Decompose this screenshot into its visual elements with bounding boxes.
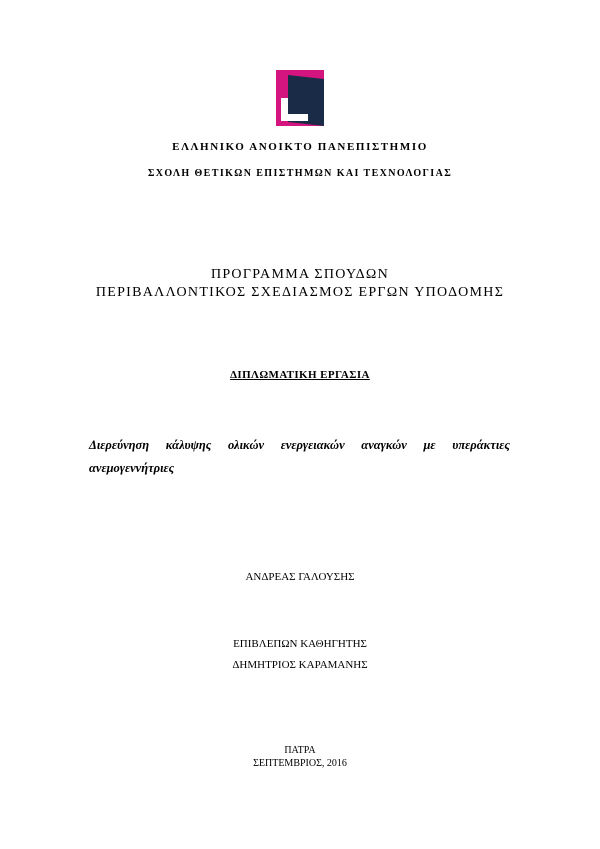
author-name: ΑΝΔΡΕΑΣ ΓΑΛΟΥΣΗΣ xyxy=(245,571,355,583)
school-name: ΣΧΟΛΗ ΘΕΤΙΚΩΝ ΕΠΙΣΤΗΜΩΝ ΚΑΙ ΤΕΧΝΟΛΟΓΙΑΣ xyxy=(147,168,453,179)
supervisor-name: ΔΗΜΗΤΡΙΟΣ ΚΑΡΑΜΑΝΗΣ xyxy=(232,659,368,671)
program-name: ΠΕΡΙΒΑΛΛΟΝΤΙΚΟΣ ΣΧΕΔΙΑΣΜΟΣ ΕΡΓΩΝ ΥΠΟΔΟΜΗΣ xyxy=(95,285,505,300)
university-logo-icon xyxy=(276,70,326,128)
thesis-title: Διερεύνηση κάλυψης ολικών ενεργειακών αναγκών με υπεράκτιες ανεμογεννήτριες xyxy=(89,438,510,475)
date: ΣΕΠΤΕΜΒΡΙΟΣ, 2016 xyxy=(253,758,347,769)
place: ΠΑΤΡΑ xyxy=(284,745,316,756)
institution-name: ΕΛΛΗΝΙΚΟ ΑΝΟΙΚΤΟ ΠΑΝΕΠΙΣΤΗΜΙΟ xyxy=(172,141,428,153)
thesis-type-heading: ΔΙΠΛΩΜΑΤΙΚΗ ΕΡΓΑΣΙΑ xyxy=(230,369,370,381)
program-label: ΠΡΟΓΡΑΜΜΑ ΣΠΟΥΔΩΝ xyxy=(210,267,390,282)
supervisor-label: ΕΠΙΒΛΕΠΩΝ ΚΑΘΗΓΗΤΗΣ xyxy=(233,638,367,650)
book-logo-icon xyxy=(276,70,326,128)
